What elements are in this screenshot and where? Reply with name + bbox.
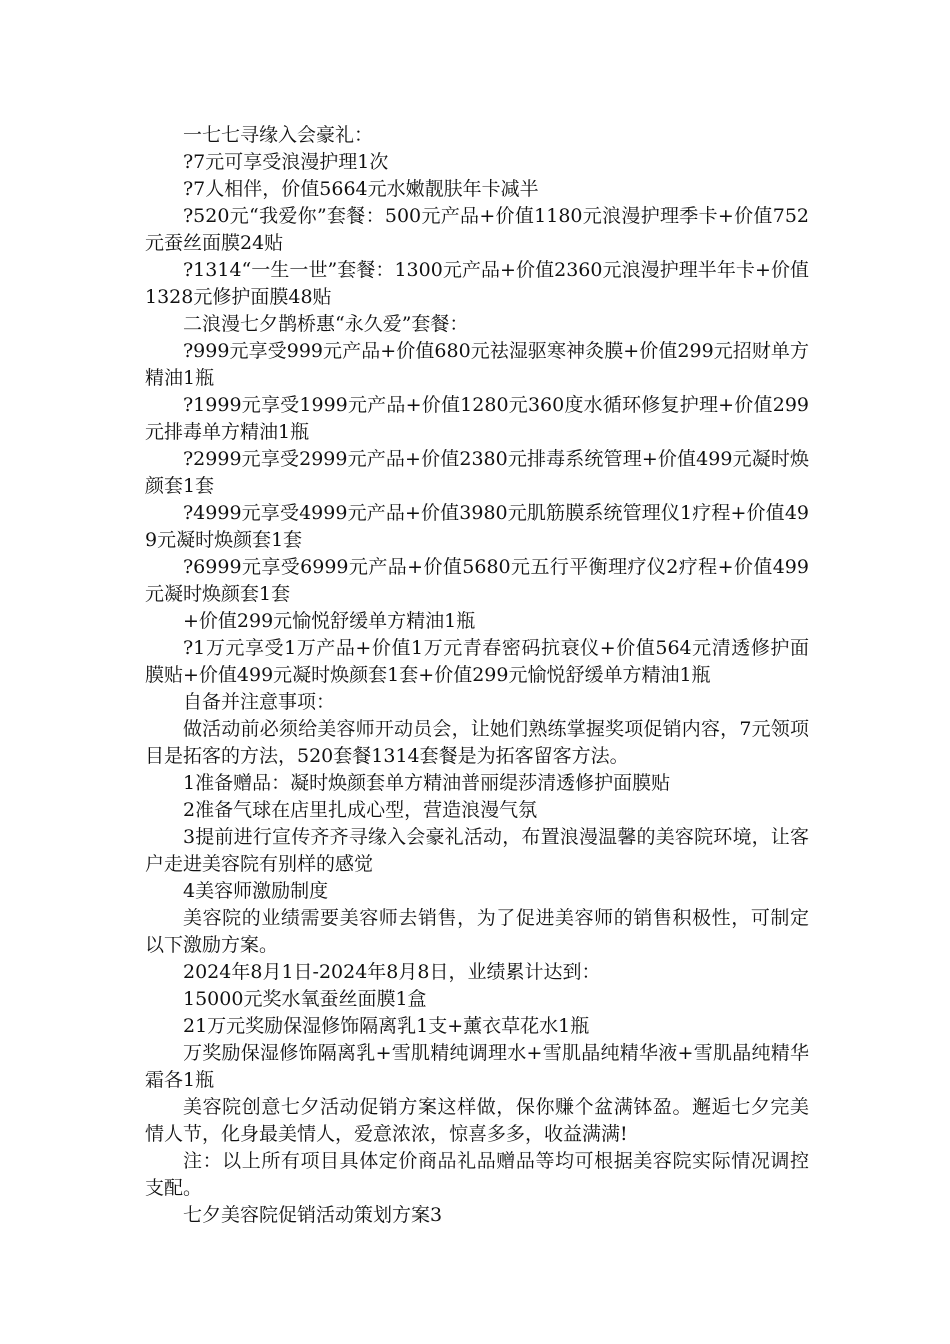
body-paragraph: 2024年8月1日-2024年8月8日，业绩累计达到： (183, 961, 601, 983)
package-item: ?6999元享受6999元产品+价值5680元五行平衡理疗仪2疗程+价值499元凝时焕颜套1套 (145, 556, 809, 605)
body-paragraph: 美容院创意七夕活动促销方案这样做，保你赚个盆满钵盈。邂逅七夕完美情人节，化身最美情人，爱意浓浓，惊喜多多，收益满满! (145, 1096, 809, 1145)
package-item: ?999元享受999元产品+价值680元祛湿驱寒神灸膜+价值299元招财单方精油1瓶 (145, 340, 809, 389)
package-item: ?1万元享受1万产品+价值1万元青春密码抗衰仪+价值564元清透修护面膜贴+价值499元凝时焕颜套1套+价值299元愉悦舒缓单方精油1瓶 (145, 637, 809, 686)
prep-item: 1准备赠品：凝时焕颜套单方精油普丽缇莎清透修护面膜贴 (183, 772, 671, 794)
prep-item: 3提前进行宣传齐齐寻缘入会豪礼活动，布置浪漫温馨的美容院环境，让客户走进美容院有别样的感觉 (145, 826, 809, 875)
body-paragraph: 做活动前必须给美容师开动员会，让她们熟练掌握奖项促销内容，7元领项目是拓客的方法，520套餐1314套餐是为拓客留客方法。 (145, 718, 809, 767)
package-item: ?4999元享受4999元产品+价值3980元肌筋膜系统管理仪1疗程+价值499元凝时焕颜套1套 (145, 502, 809, 551)
section-heading-1: 一七七寻缘入会豪礼： (183, 124, 374, 146)
package-item: ?1999元享受1999元产品+价值1280元360度水循环修复护理+价值299元排毒单方精油1瓶 (145, 394, 809, 443)
offer-item: ?1314“一生一世”套餐：1300元产品+价值2360元浪漫护理半年卡+价值1328元修护面膜48贴 (145, 259, 809, 308)
prep-item: 4美容师激励制度 (183, 880, 329, 902)
section-heading-2: 二浪漫七夕鹊桥惠“永久爱”套餐： (183, 313, 469, 335)
next-section-title: 七夕美容院促销活动策划方案3 (183, 1204, 443, 1226)
reward-item: 万奖励保湿修饰隔离乳+雪肌精纯调理水+雪肌晶纯精华液+雪肌晶纯精华霜各1瓶 (145, 1042, 809, 1091)
prep-item: 2准备气球在店里扎成心型，营造浪漫气氛 (183, 799, 538, 821)
package-item: +价值299元愉悦舒缓单方精油1瓶 (183, 610, 476, 632)
section-heading-notes: 自备并注意事项： (183, 691, 336, 713)
package-item: ?2999元享受2999元产品+价值2380元排毒系统管理+价值499元凝时焕颜套1套 (145, 448, 809, 497)
reward-item: 15000元奖水氧蚕丝面膜1盒 (183, 988, 427, 1010)
note-paragraph: 注：以上所有项目具体定价商品礼品赠品等均可根据美容院实际情况调控支配。 (145, 1150, 809, 1199)
body-paragraph: 美容院的业绩需要美容师去销售，为了促进美容师的销售积极性，可制定以下激励方案。 (145, 907, 809, 956)
offer-item: ?7人相伴，价值5664元水嫩靓肤年卡减半 (183, 178, 539, 200)
offer-item: ?520元“我爱你”套餐：500元产品+价值1180元浪漫护理季卡+价值752元蚕丝面膜24贴 (145, 205, 809, 254)
offer-item: ?7元可享受浪漫护理1次 (183, 151, 389, 173)
document-body (145, 122, 809, 1229)
reward-item: 21万元奖励保湿修饰隔离乳1支+薰衣草花水1瓶 (183, 1015, 590, 1037)
